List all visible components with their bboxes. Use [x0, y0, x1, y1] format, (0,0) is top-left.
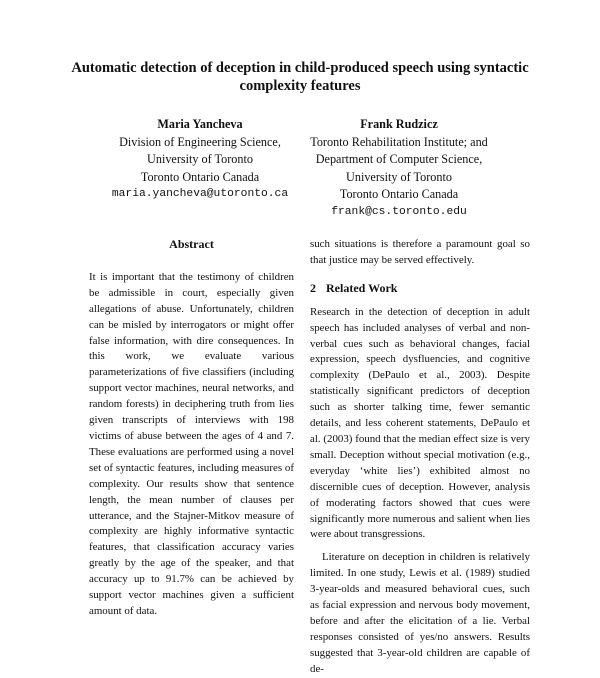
related-work-paragraph: Research in the detection of deception in adult speech has included analyses of verbal and non-verbal cues such as behavioral changes, facial expression, speech dysfluencies, and cognitive complexity (DePaulo et al., 2003). Despite statistically significant predictors of deception such as shorter talking time, fewer semantic details, and less coherent statements, DePaulo et al. (2003) found that the median effect size is very small. Deception without special motivation (e.g., everyday ‘white lies’) exhibited almost no discernible cues of deception. However, analysis of moderating factors showed that cues were significantly more numerous and salient when lies were about transgressions.: [310, 305, 530, 541]
author-affiliation-line: University of Toronto: [147, 152, 253, 166]
section-title: Related Work: [326, 280, 398, 295]
author-name: Frank Rudzicz: [360, 117, 438, 131]
left-column: [89, 237, 294, 620]
abstract-text: It is important that the testimony of children be admissible in court, especially given allegations of abuse. Unfortunately, children can be misled by interrogators or might offer false information, with dire consequences. In this work, we evaluate various parameterizations of five classifiers (including support vector machines, neural networks, and random forests) in deciphering truth from lies given transcripts of interviews with 198 victims of abuse between the ages of 4 and 7. These evaluations are performed using a novel set of syntactic features, including measures of complexity. Our results show that sentence length, the mean number of clauses per utterance, and the Stajner-Mitkov measure of complexity are highly informative syntactic features, that classification accuracy varies greatly by the age of the speaker, and that accuracy up to 91.7% can be achieved by support vector machines given a sufficient amount of data.: [89, 270, 294, 617]
author-email[interactable]: frank@cs.toronto.edu: [331, 205, 467, 218]
author-affiliation-line: University of Toronto: [346, 169, 452, 184]
abstract-heading: Abstract: [169, 237, 214, 251]
author-affiliation-line: Division of Engineering Science,: [119, 134, 281, 149]
right-column: [310, 237, 530, 678]
author-name: Maria Yancheva: [157, 117, 243, 131]
author-affiliation-line: Department of Computer Science,: [315, 152, 483, 166]
paper-title: Automatic detection of deception in child-produced speech using syntactic complexity features: [71, 60, 529, 94]
section-number: 2: [310, 280, 316, 295]
author-affiliation-line: Toronto Rehabilitation Institute; and: [310, 134, 488, 149]
author-affiliation-line: Toronto Ontario Canada: [140, 169, 260, 184]
author-affiliation-line: Toronto Ontario Canada: [339, 187, 459, 201]
related-work-paragraph: Literature on deception in children is relatively limited. In one study, Lewis et al. (1989) studied 3-year-olds and measured behavioral cues, such as facial expression and nervous body movement, before and after the elicitation of a lie. Verbal responses consisted of yes/no answers. Results suggested that 3-year-old children are capable of de-: [310, 551, 530, 675]
author-block-yancheva: [85, 116, 315, 204]
introduction-continuation: such situations is therefore a paramount goal so that justice may be served effectively.: [310, 238, 530, 266]
author-email[interactable]: maria.yancheva@utoronto.ca: [111, 188, 289, 200]
section-heading-related-work: [310, 281, 530, 297]
author-block-rudzicz: [284, 116, 514, 221]
